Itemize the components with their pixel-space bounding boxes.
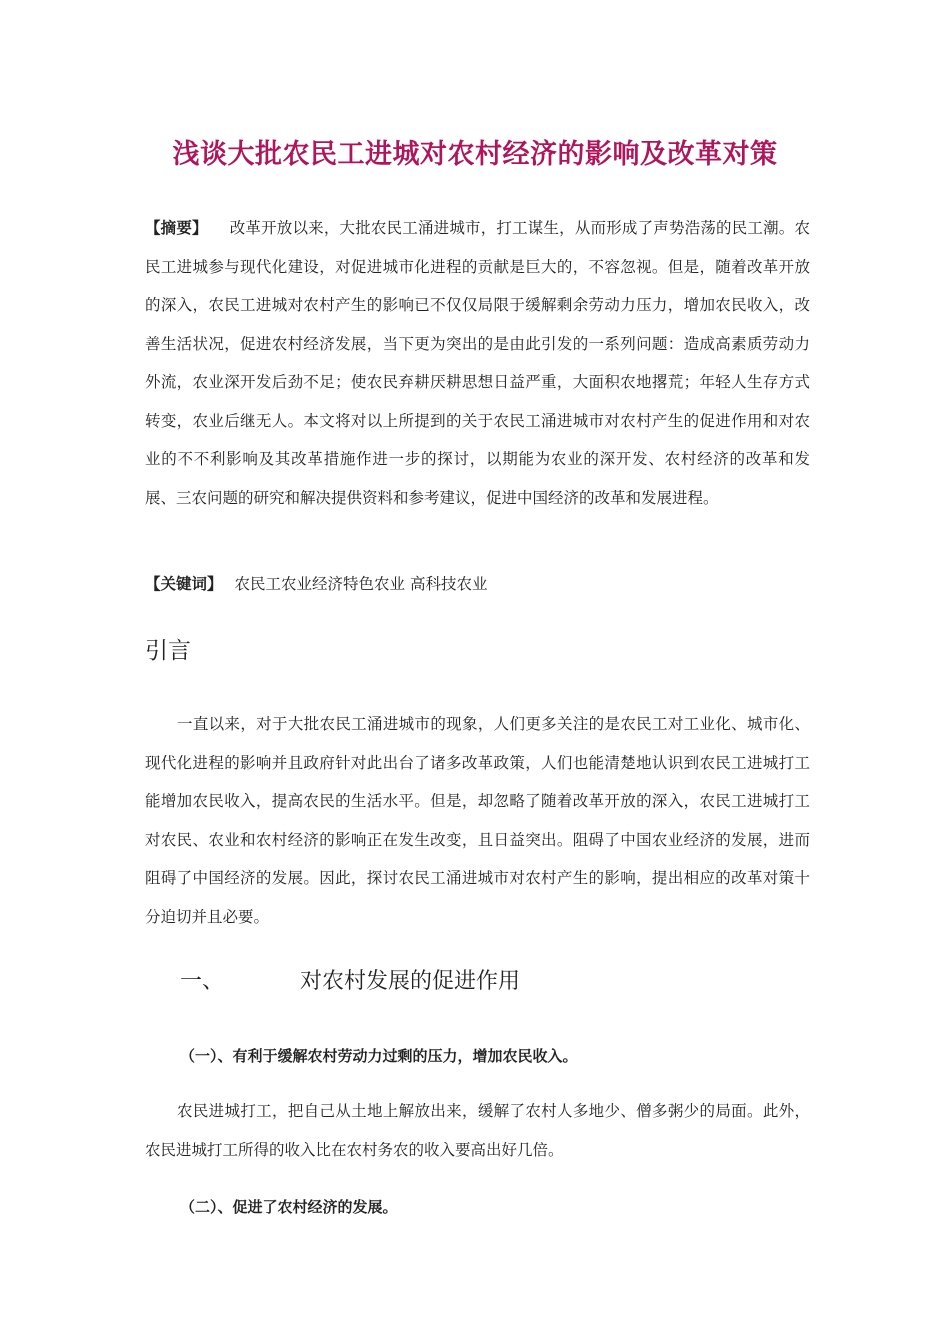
keywords-text: 农民工农业经济特色农业 高科技农业 <box>234 575 488 593</box>
intro-paragraph: 一直以来，对于大批农民工涌进城市的现象，人们更多关注的是农民工对工业化、城市化、现代化进程的影响并且政府针对此出台了诸多改革政策，人们也能清楚地认识到农民工进城打工能增加农民收入，提高农民的生活水平。但是，却忽略了随着改革开放的深入，农民工进城打工对农民、农业和农村经济的影响正在发生改变，且日益突出。阻碍了中国农业经济的发展，进而阻碍了中国经济的发展。因此，探讨农民工涌进城市对农村产生的影响，提出相应的改革对策十分迫切并且必要。 <box>145 715 810 926</box>
subsection-2-heading: （二）、促进了农村经济的发展。 <box>180 1198 398 1216</box>
section-1-heading <box>180 964 520 995</box>
subsection-1-paragraph: 农民进城打工，把自己从土地上解放出来，缓解了农村人多地少、僧多粥少的局面。此外，农民进城打工所得的收入比在农村务农的收入要高出好几倍。 <box>145 1102 810 1159</box>
intro-heading: 引言 <box>145 638 191 664</box>
keywords-label: 【关键词】 <box>145 575 223 593</box>
abstract-text: 改革开放以来，大批农民工涌进城市，打工谋生，从而形成了声势浩荡的民工潮。农民工进城参与现代化建设，对促进城市化进程的贡献是巨大的，不容忽视。但是，随着改革开放的深入，农民工进城对农村产生的影响已不仅仅局限于缓解剩余劳动力压力，增加农民收入，改善生活状况，促进农村经济发展，当下更为突出的是由此引发的一系列问题：造成高素质劳动力外流，农业深开发后劲不足；使农民弃耕厌耕思想日益严重，大面积农地撂荒；年轻人生存方式转变，农业后继无人。本文将对以上所提到的关于农民工涌进城市对农村产生的促进作用和对农业的不不利影响及其改革措施作进一步的探讨，以期能为农业的深开发、农村经济的改革和发展、三农问题的研究和解决提供资料和参考建议，促进中国经济的改革和发展进程。 <box>145 219 810 507</box>
section-1-number: 一、 <box>180 969 225 994</box>
document-title: 浅谈大批农民工进城对农村经济的影响及改革对策 <box>172 139 778 170</box>
keywords-paragraph <box>145 565 810 604</box>
subsection-1-heading: （一）、有利于缓解农村劳动力过剩的压力，增加农民收入。 <box>180 1047 578 1065</box>
section-1-title: 对农村发展的促进作用 <box>300 969 521 994</box>
abstract-label: 【摘要】 <box>145 219 208 237</box>
abstract-paragraph <box>145 209 810 517</box>
